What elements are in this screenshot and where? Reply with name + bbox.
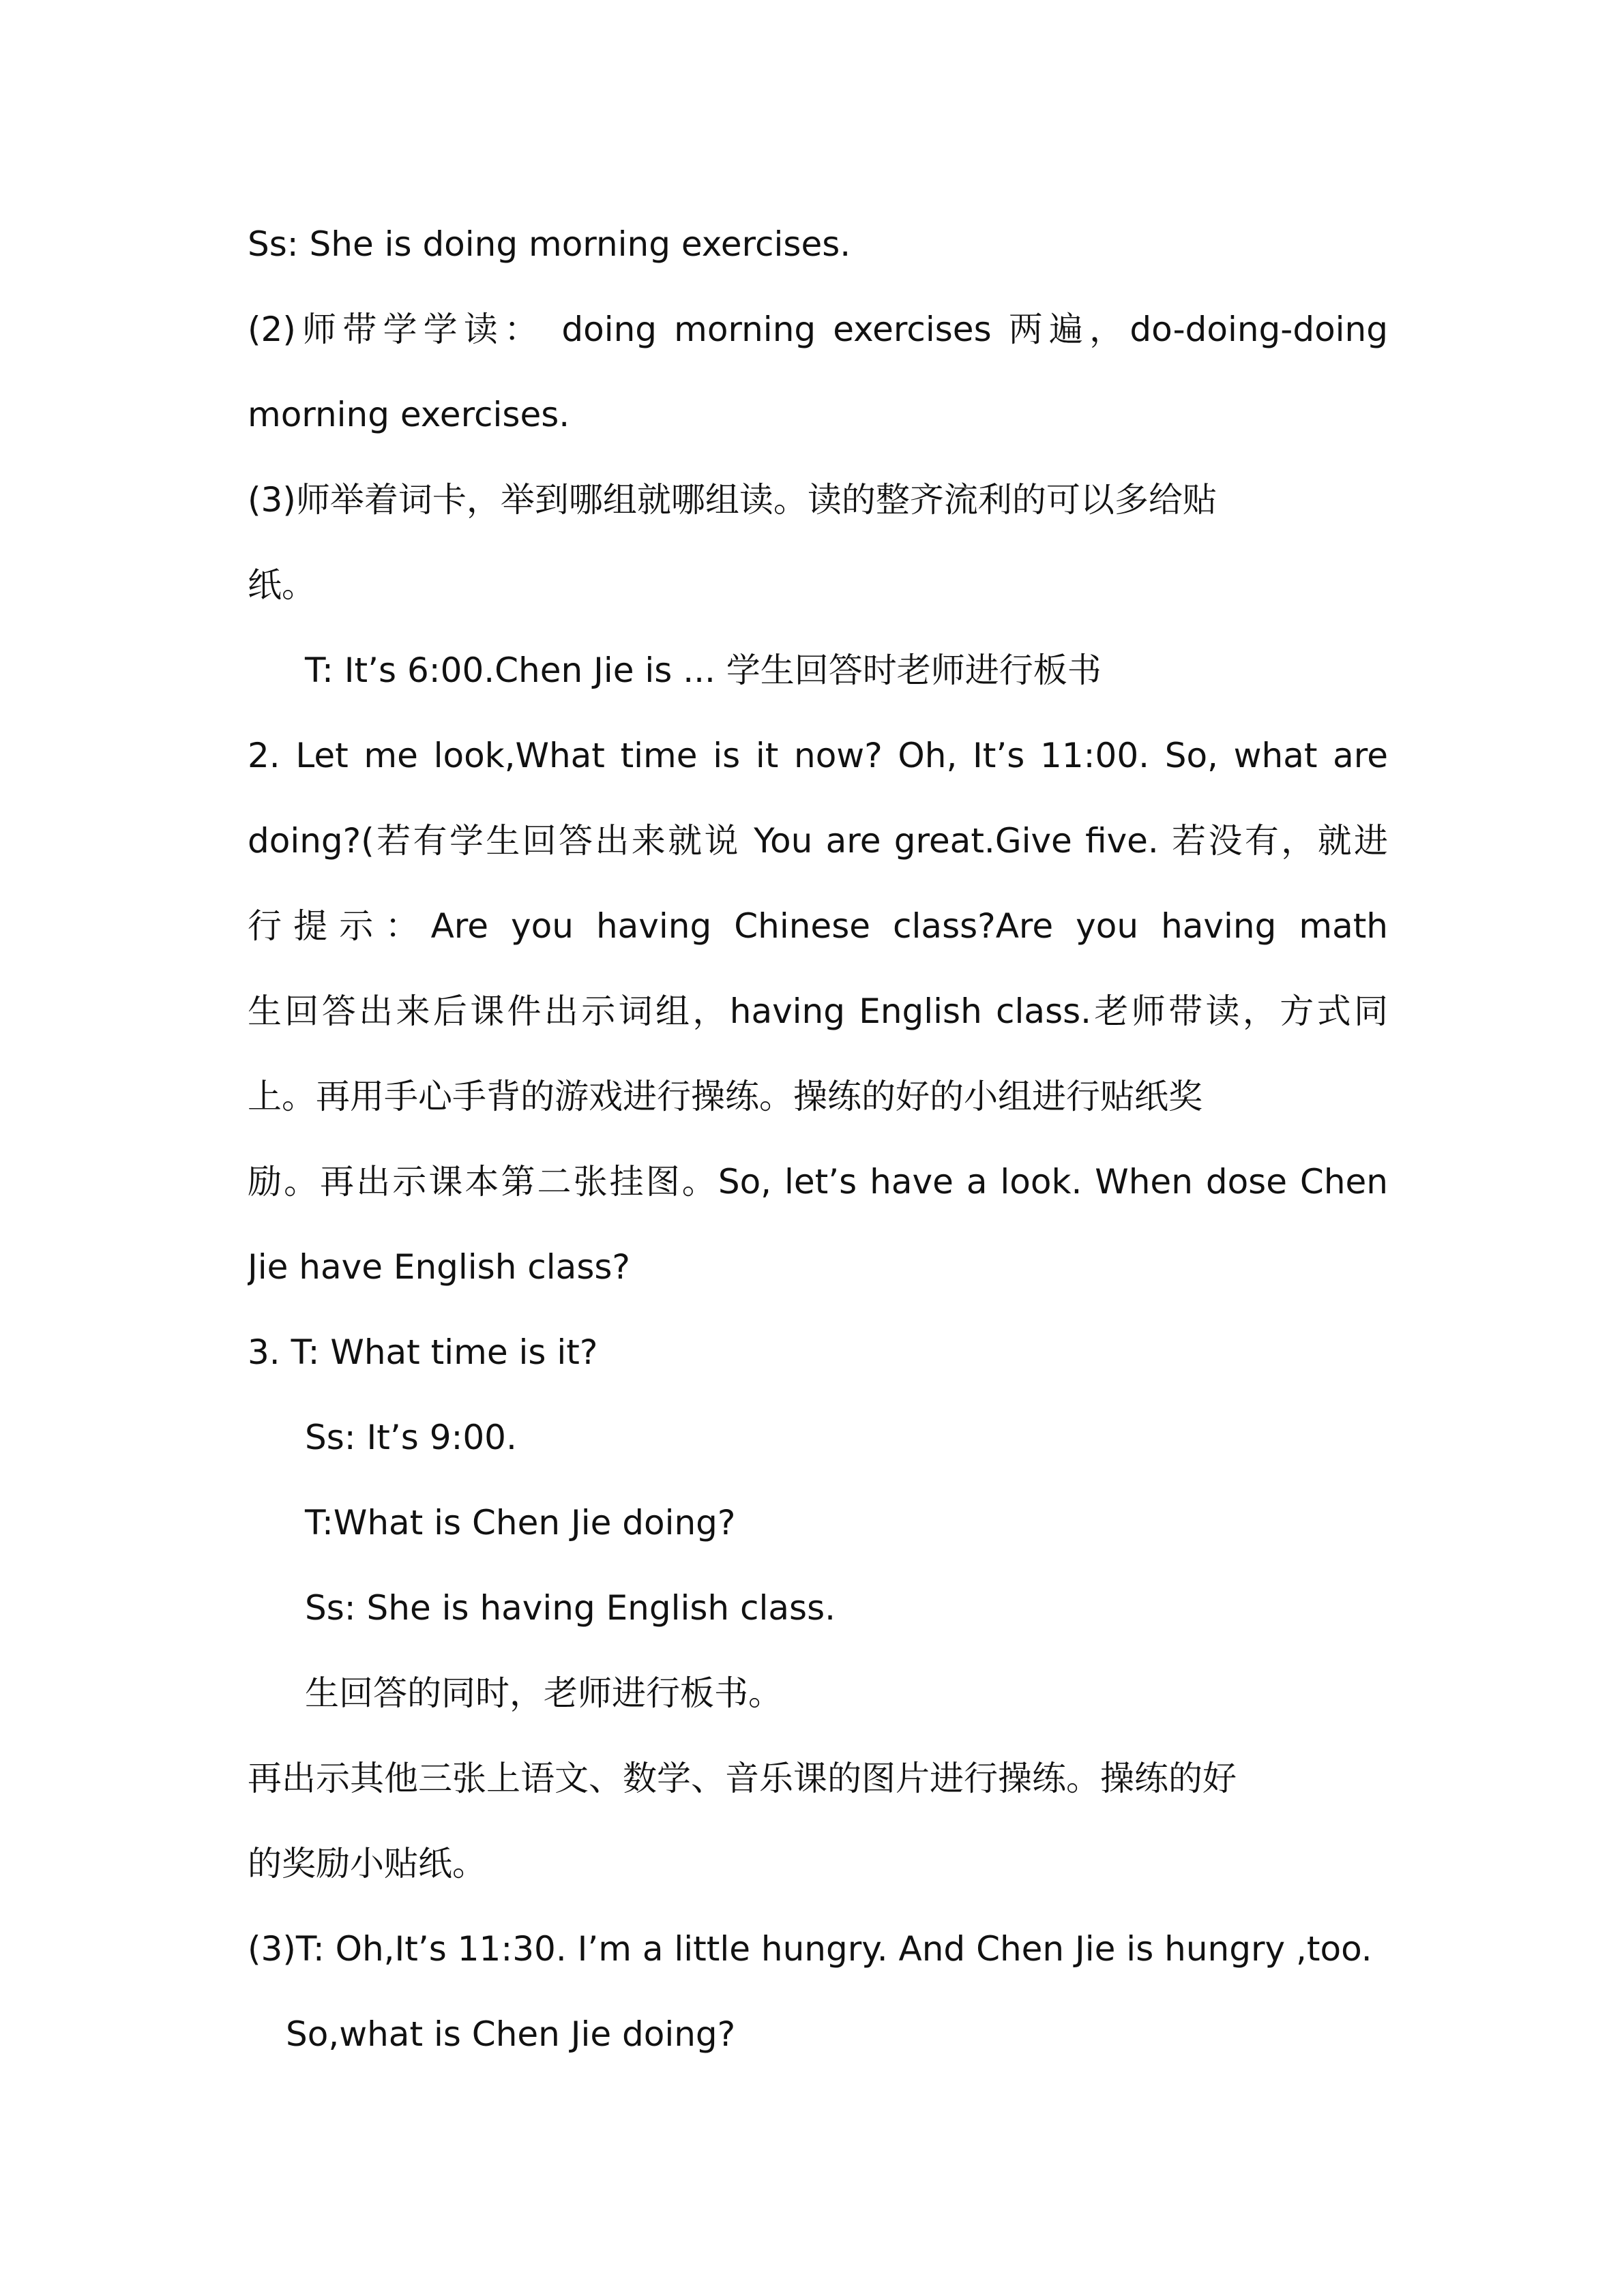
text-line: Ss: She is doing morning exercises.	[248, 224, 851, 264]
text-line: So,what is Chen Jie doing?	[286, 2014, 736, 2054]
text-line: 3. T: What time is it?	[248, 1332, 598, 1372]
text-line: Ss: It’s 9:00.	[305, 1418, 517, 1457]
document-body	[248, 202, 1388, 2077]
text-line: 2. Let me look,What time is it now? Oh, It’s 11:00. So, what are	[248, 736, 1388, 775]
text-line: 励。再出示课本第二张挂图。So, let’s have a look. When dose Chen	[248, 1162, 1388, 1202]
text-line: T:What is Chen Jie doing?	[305, 1503, 736, 1542]
text-line: (2)师带学学读： doing morning exercises 两遍，do-doing-doing	[248, 310, 1388, 349]
text-line: (3)师举着词卡，举到哪组就哪组读。读的整齐流利的可以多给贴	[248, 480, 1217, 520]
text-line: 的奖励小贴纸。	[248, 1844, 486, 1883]
text-line: 行提示：Are you having Chinese class?Are you having math	[248, 906, 1388, 946]
text-line: doing?(若有学生回答出来就说 You are great.Give five. 若没有，就进	[248, 821, 1388, 861]
text-line: 生回答出来后课件出示词组，having English class.老师带读，方式同	[248, 992, 1388, 1031]
text-line: T: It’s 6:00.Chen Jie is ... 学生回答时老师进行板书	[305, 651, 1102, 690]
text-line: Ss: She is having English class.	[305, 1588, 836, 1628]
text-line: morning exercises.	[248, 395, 570, 434]
text-line: 生回答的同时，老师进行板书。	[305, 1673, 782, 1713]
text-line: Jie have English class?	[248, 1247, 630, 1287]
text-line: (3)T: Oh,It’s 11:30. I’m a little hungry. And Chen Jie is hungry ,too.	[248, 1929, 1372, 1969]
text-line: 纸。	[248, 565, 316, 605]
text-line: 再出示其他三张上语文、数学、音乐课的图片进行操练。操练的好	[248, 1759, 1237, 1798]
text-line: 上。再用手心手背的游戏进行操练。操练的好的小组进行贴纸奖	[248, 1077, 1202, 1116]
